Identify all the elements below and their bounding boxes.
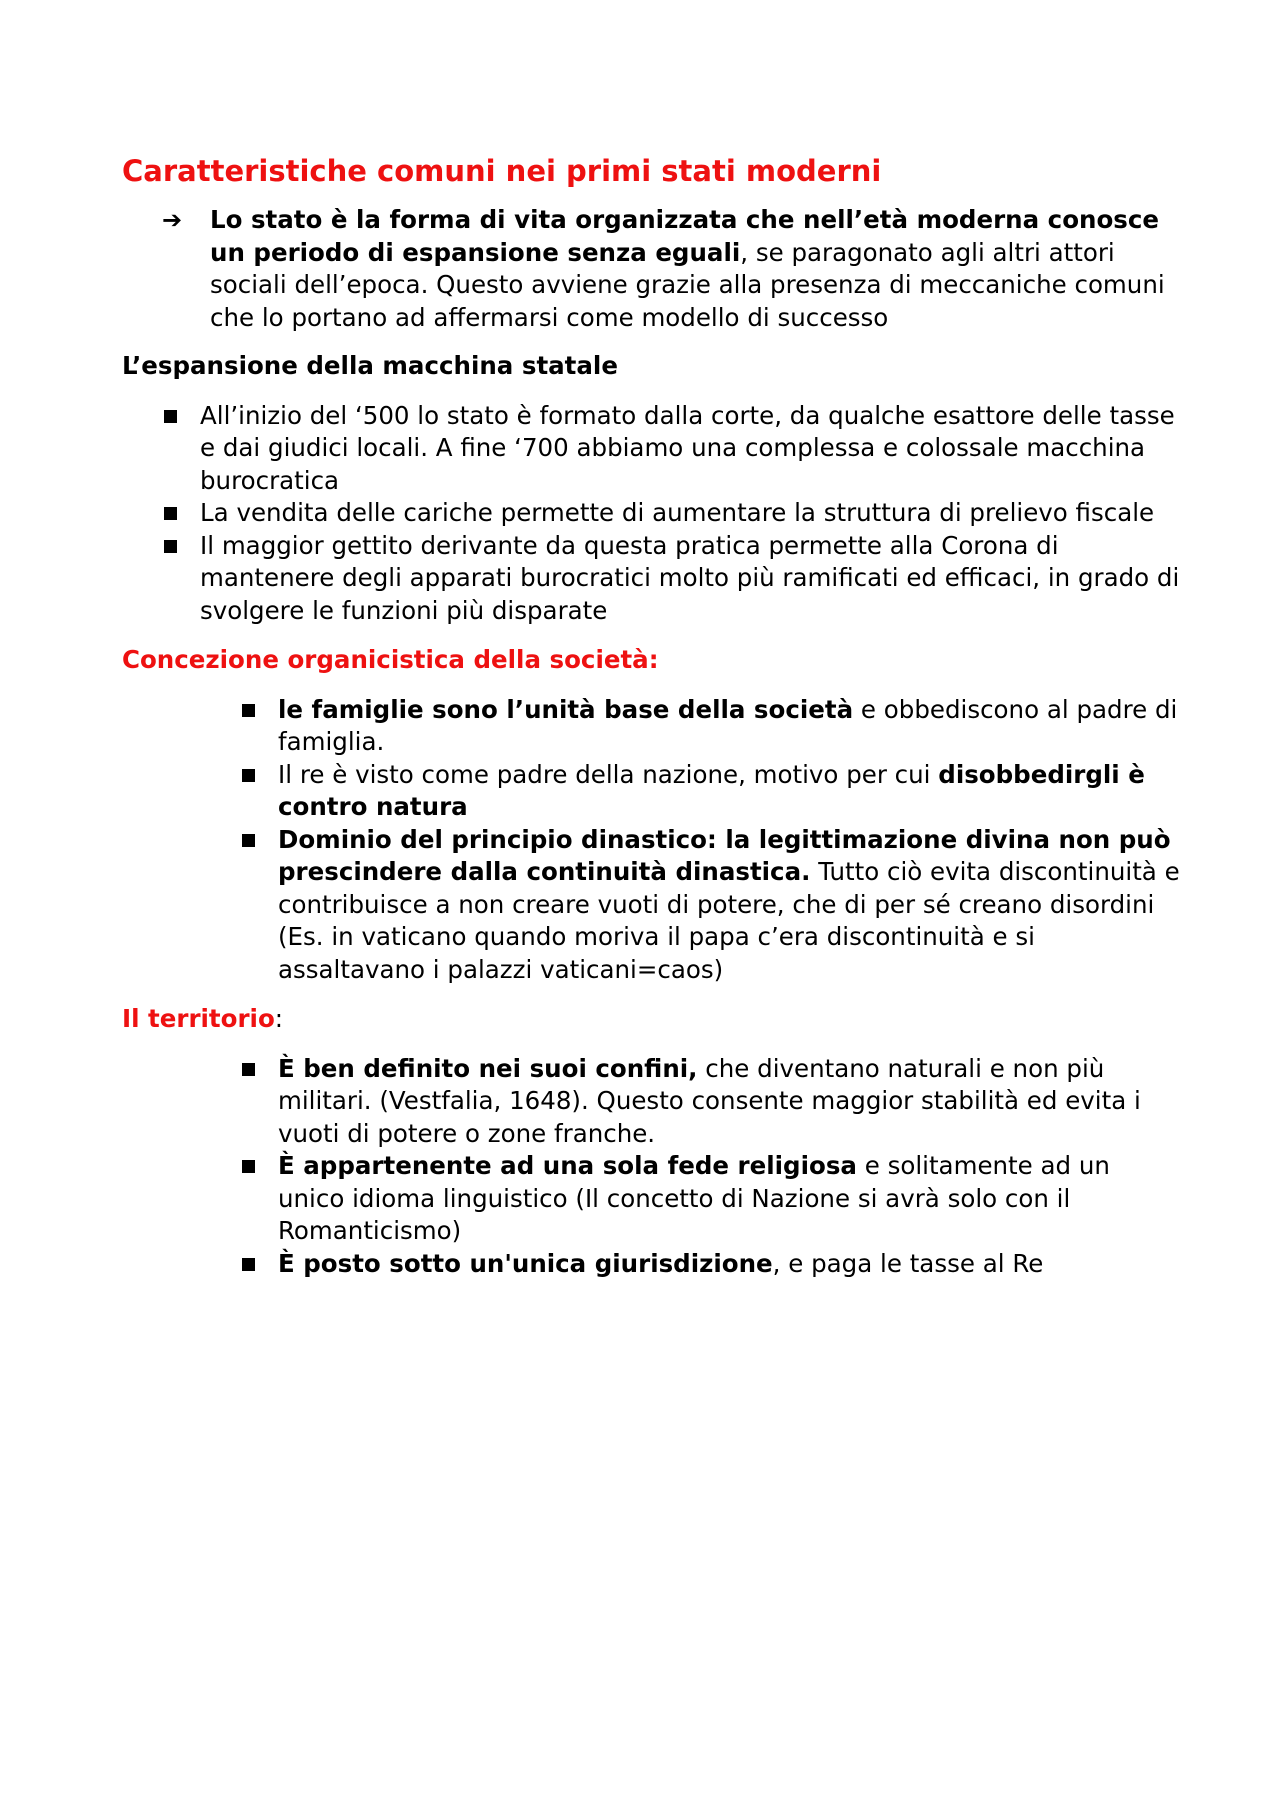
intro-list [122, 204, 1182, 334]
list-item [122, 1150, 1182, 1248]
square-bullet-icon [164, 540, 177, 553]
square-bullet-icon [242, 834, 255, 847]
square-bullet-icon [242, 1063, 255, 1076]
list-item-bold: le famiglie sono l’unità base della società [278, 694, 854, 724]
square-bullet-icon [242, 704, 255, 717]
list-item-text: che diventano naturali e non più militari. (Vestfalia, 1648). Questo consente maggior stabilità ed evita i vuoti di potere o zone franche. [278, 1053, 1141, 1148]
list-item-bold: disobbedirgli è contro natura [278, 759, 1145, 821]
arrow-right-icon: ➔ [162, 206, 183, 234]
list-item [122, 400, 1182, 498]
square-bullet-icon [242, 769, 255, 782]
section-heading-colon: : [274, 1004, 284, 1033]
list-item-bold: È appartenente ad una sola fede religiosa [278, 1151, 857, 1180]
list-item-bold: È posto sotto un'unica giurisdizione [278, 1248, 773, 1278]
square-bullet-icon [242, 1258, 255, 1271]
list-item-text: e solitamente ad un unico idioma linguistico (Il concetto di Nazione si avrà solo con il Romanticismo) [278, 1151, 1110, 1245]
intro-text: , se paragonato agli altri attori sociali dell’epoca. Questo avviene grazie alla presenza di meccaniche comuni che lo portano ad affermarsi come modello di successo [210, 237, 1165, 332]
territorio-list [122, 1053, 1182, 1281]
square-bullet-icon [242, 1160, 255, 1173]
list-item-text: All’inizio del ‘500 lo stato è formato dalla corte, da qualche esattore delle tasse e dai giudici locali. A fine ‘700 abbiamo una complessa e colossale macchina burocratica [200, 400, 1175, 495]
section-heading-espansione: L’espansione della macchina statale [122, 351, 618, 380]
list-item [122, 1248, 1182, 1281]
list-item [122, 824, 1182, 987]
list-item-text: La vendita delle cariche permette di aumentare la struttura di prelievo fiscale [200, 498, 1155, 527]
list-item-bold: È ben definito nei suoi confini, [278, 1053, 698, 1083]
intro-bold: Lo stato è la forma di vita organizzata che nell’età moderna conosce un periodo di espansione senza eguali [210, 205, 1160, 267]
concezione-list [122, 694, 1182, 987]
section-heading-territorio [122, 1003, 1182, 1036]
list-item [122, 1053, 1182, 1151]
list-item [122, 759, 1182, 824]
list-item [122, 530, 1182, 628]
list-item-text: , e paga le tasse al Re [772, 1248, 1044, 1278]
list-item-text: Il maggior gettito derivante da questa pratica permette alla Corona di mantenere degli apparati burocratici molto più ramificati ed efficaci, in grado di svolgere le funzioni più disparate [200, 530, 1180, 625]
list-item-text: Il re è visto come padre della nazione, motivo per cui [278, 759, 939, 789]
list-item-bold: Dominio del principio dinastico: la legittimazione divina non può prescindere dalla continuità dinastica. [278, 824, 1171, 886]
section-heading-concezione: Concezione organicistica della società: [122, 645, 659, 674]
list-item [122, 497, 1182, 530]
list-item-text: e obbediscono al padre di famiglia. [278, 694, 1178, 756]
list-item [122, 694, 1182, 759]
document-page [122, 150, 1182, 1280]
document-title: Caratteristiche comuni nei primi stati moderni [122, 154, 882, 188]
square-bullet-icon [164, 507, 177, 520]
section-heading-text: Il territorio [122, 1004, 275, 1033]
list-item-text: Tutto ciò evita discontinuità e contribuisce a non creare vuoti di potere, che di per sé creano disordini (Es. in vaticano quando moriva il papa c’era discontinuità e si assaltavano i palazzi vaticani=caos) [278, 857, 1180, 984]
square-bullet-icon [164, 410, 177, 423]
intro-item [122, 204, 1182, 334]
espansione-list [122, 400, 1182, 628]
